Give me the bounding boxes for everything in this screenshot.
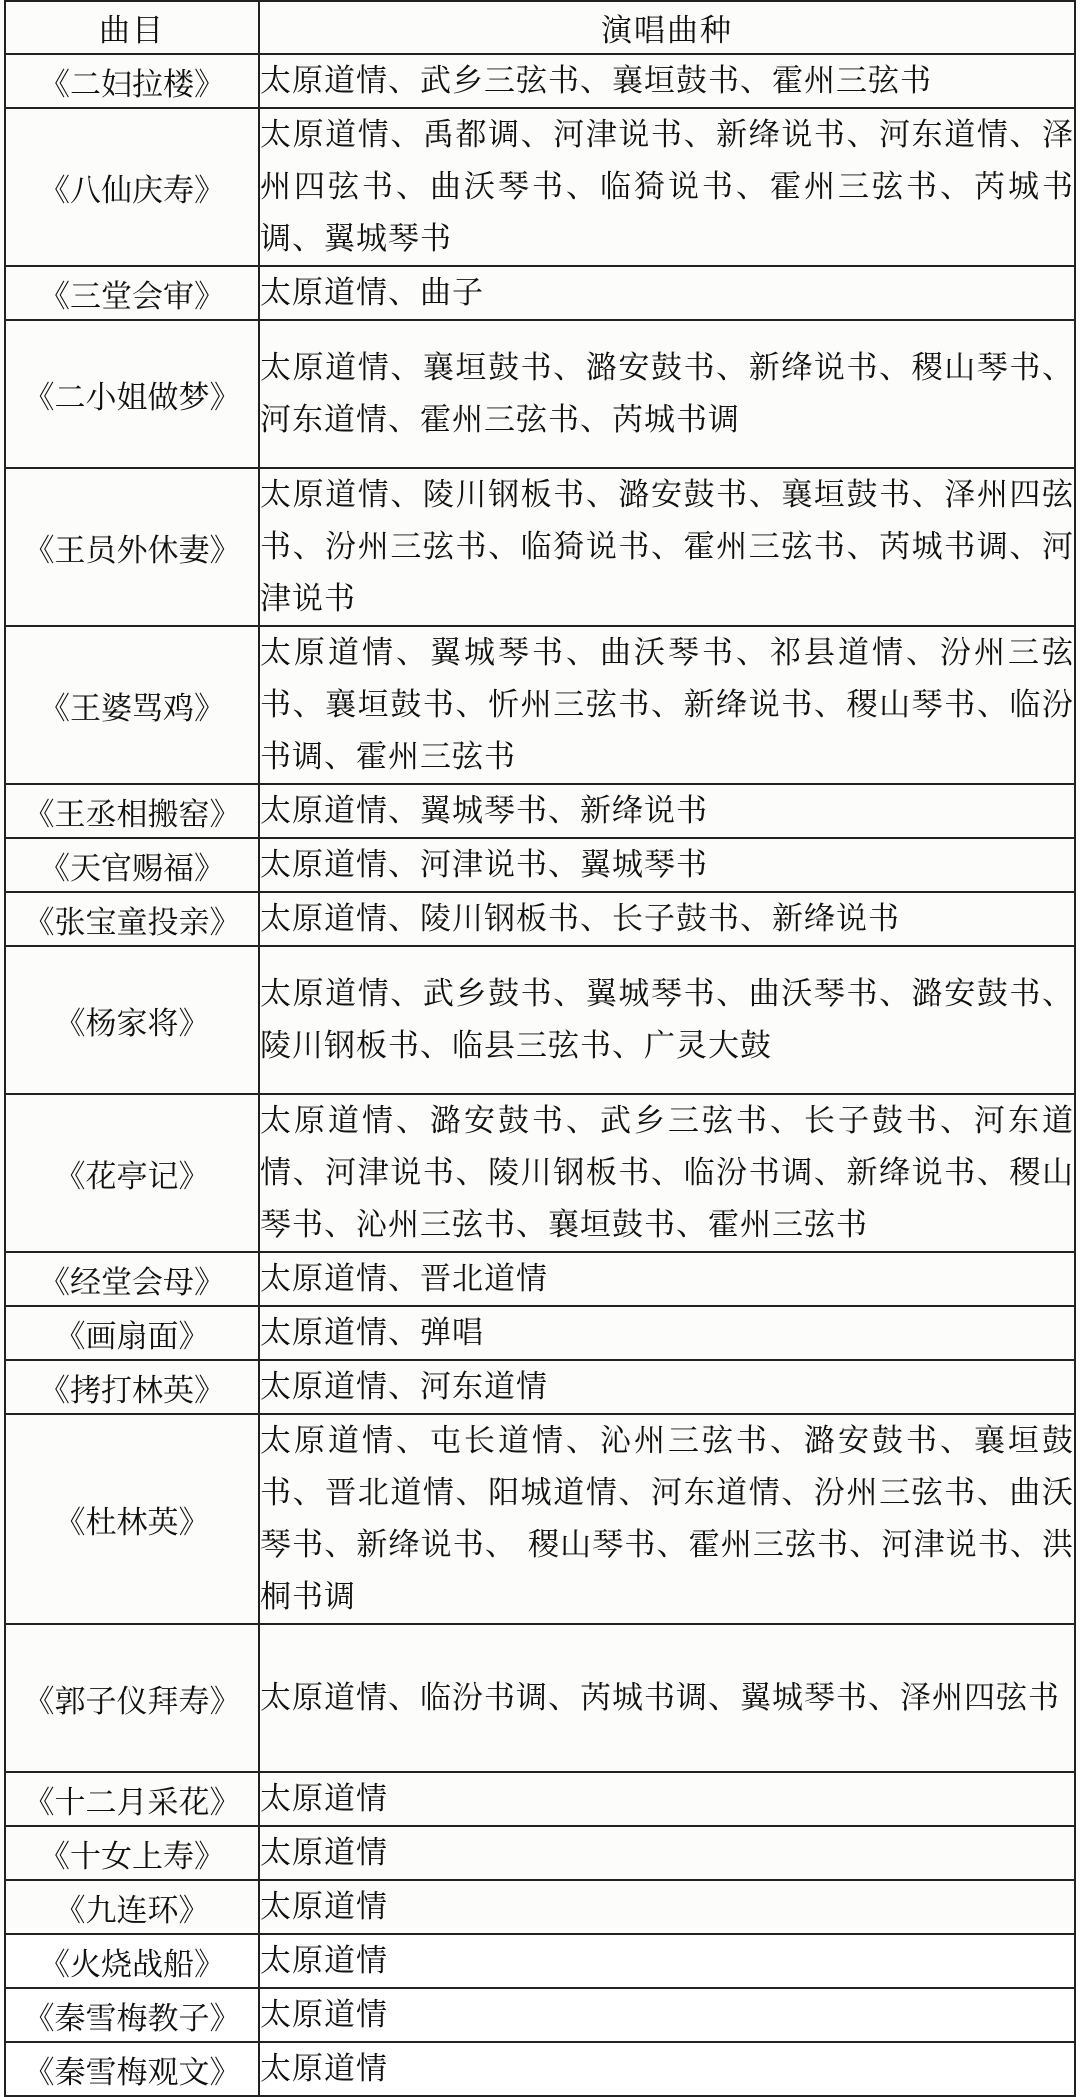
genres-cell: 太原道情、屯长道情、沁州三弦书、潞安鼓书、襄垣鼓书、晋北道情、阳城道情、河东道情、汾州三弦书、曲沃琴书、新绛说书、 稷山琴书、霍州三弦书、河津说书、洪桐书调 [259,1414,1075,1624]
genres-cell: 太原道情、临汾书调、芮城书调、翼城琴书、泽州四弦书 [259,1624,1075,1772]
title-cell: 《拷打林英》 [5,1360,259,1414]
genres-cell: 太原道情 [259,1880,1075,1934]
title-cell: 《花亭记》 [5,1094,259,1252]
genres-cell: 太原道情 [259,1772,1075,1826]
table-row [5,1414,1075,1624]
title-cell: 《张宝童投亲》 [5,892,259,946]
title-cell: 《二妇拉楼》 [5,54,259,108]
table-row [5,1094,1075,1252]
genres-cell: 太原道情、曲子 [259,266,1075,320]
title-cell: 《杜林英》 [5,1414,259,1624]
table-row [5,1772,1075,1826]
title-cell: 《秦雪梅观文》 [5,2042,259,2096]
table-row [5,784,1075,838]
genres-cell: 太原道情 [259,1934,1075,1988]
title-cell: 《王丞相搬窑》 [5,784,259,838]
genres-cell: 太原道情、河东道情 [259,1360,1075,1414]
table-row [5,320,1075,468]
table-row [5,892,1075,946]
genres-cell: 太原道情 [259,1988,1075,2042]
title-cell: 《王婆骂鸡》 [5,626,259,784]
table-row [5,108,1075,266]
table-row [5,1934,1075,1988]
genres-cell: 太原道情、潞安鼓书、武乡三弦书、长子鼓书、河东道情、河津说书、陵川钢板书、临汾书调、新绛说书、稷山琴书、沁州三弦书、襄垣鼓书、霍州三弦书 [259,1094,1075,1252]
table-row [5,1306,1075,1360]
table-row [5,838,1075,892]
table-row [5,1988,1075,2042]
genres-cell: 太原道情、陵川钢板书、长子鼓书、新绛说书 [259,892,1075,946]
title-cell: 《二小姐做梦》 [5,320,259,468]
genres-cell: 太原道情、襄垣鼓书、潞安鼓书、新绛说书、稷山琴书、河东道情、霍州三弦书、芮城书调 [259,320,1075,468]
repertoire-table [4,0,1076,2097]
genres-cell: 太原道情、晋北道情 [259,1252,1075,1306]
table-row [5,54,1075,108]
title-cell: 《郭子仪拜寿》 [5,1624,259,1772]
genres-cell: 太原道情、弹唱 [259,1306,1075,1360]
title-cell: 《天官赐福》 [5,838,259,892]
genres-cell: 太原道情、陵川钢板书、潞安鼓书、襄垣鼓书、泽州四弦书、汾州三弦书、临猗说书、霍州三弦书、芮城书调、河津说书 [259,468,1075,626]
table-row [5,2042,1075,2096]
title-cell: 《杨家将》 [5,946,259,1094]
table-row [5,1826,1075,1880]
genres-cell: 太原道情 [259,2042,1075,2096]
genres-cell: 太原道情、武乡鼓书、翼城琴书、曲沃琴书、潞安鼓书、陵川钢板书、临县三弦书、广灵大鼓 [259,946,1075,1094]
genres-cell: 太原道情、翼城琴书、新绛说书 [259,784,1075,838]
table-header [5,1,1075,54]
title-cell: 《十二月采花》 [5,1772,259,1826]
title-cell: 《十女上寿》 [5,1826,259,1880]
genres-cell: 太原道情、武乡三弦书、襄垣鼓书、霍州三弦书 [259,54,1075,108]
table-row [5,1880,1075,1934]
title-cell: 《九连环》 [5,1880,259,1934]
genres-cell: 太原道情、翼城琴书、曲沃琴书、祁县道情、汾州三弦书、襄垣鼓书、忻州三弦书、新绛说书、稷山琴书、临汾书调、霍州三弦书 [259,626,1075,784]
title-cell: 《画扇面》 [5,1306,259,1360]
table-row [5,946,1075,1094]
table-row [5,1624,1075,1772]
genres-cell: 太原道情 [259,1826,1075,1880]
title-cell: 《王员外休妻》 [5,468,259,626]
header-title-cell: 曲目 [5,1,259,54]
title-cell: 《火烧战船》 [5,1934,259,1988]
header-genres-cell: 演唱曲种 [259,1,1075,54]
table-row [5,468,1075,626]
table-body [5,54,1075,2096]
title-cell: 《经堂会母》 [5,1252,259,1306]
title-cell: 《三堂会审》 [5,266,259,320]
genres-cell: 太原道情、河津说书、翼城琴书 [259,838,1075,892]
title-cell: 《秦雪梅教子》 [5,1988,259,2042]
title-cell: 《八仙庆寿》 [5,108,259,266]
table-row [5,626,1075,784]
table-row [5,1252,1075,1306]
table-row [5,266,1075,320]
genres-cell: 太原道情、禹都调、河津说书、新绛说书、河东道情、泽州四弦书、曲沃琴书、临猗说书、霍州三弦书、芮城书调、翼城琴书 [259,108,1075,266]
table-row [5,1360,1075,1414]
